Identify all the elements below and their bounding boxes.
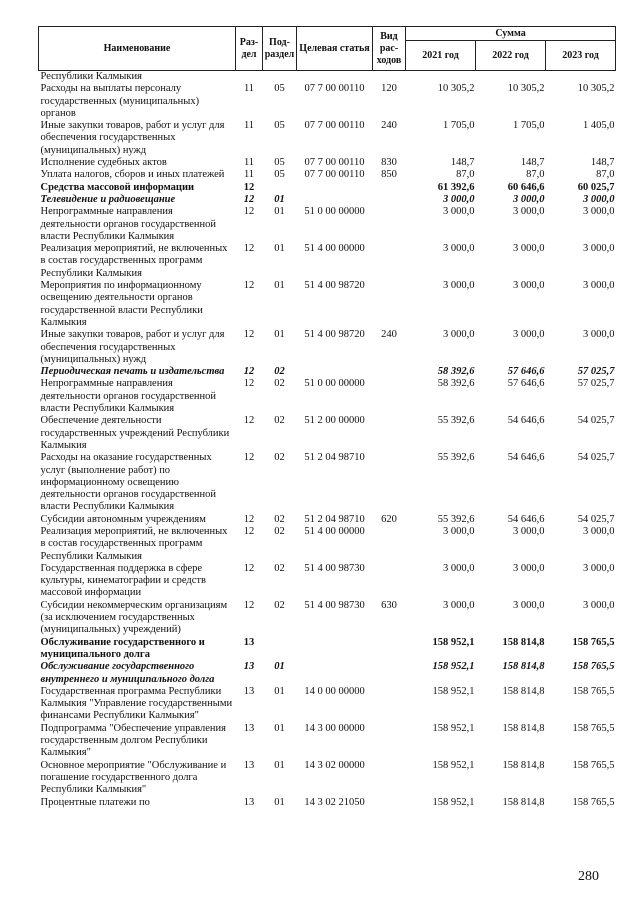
row-name: Периодическая печать и издательства	[40, 366, 225, 378]
header-expense-type: Вид рас- ходов	[373, 27, 406, 71]
row-sum-2021: 3 000,0	[443, 243, 475, 255]
row-sum-2022: 148,7	[520, 157, 545, 169]
table-row	[39, 378, 616, 415]
row-sum-2021: 87,0	[456, 169, 475, 181]
row-sum-2023: 158 765,5	[572, 661, 615, 673]
row-sum-2023: 148,7	[590, 157, 615, 169]
row-sum-2023: 57 025,7	[577, 366, 615, 378]
table-row	[39, 206, 616, 243]
row-expense-type: 240	[381, 329, 397, 341]
row-sum-2023: 1 405,0	[583, 120, 615, 132]
row-subsection: 05	[274, 120, 285, 132]
page-number: 280	[578, 869, 599, 884]
row-sum-2023: 3 000,0	[583, 243, 615, 255]
header-2021: 2021 год	[406, 41, 476, 71]
row-expense-type	[373, 366, 406, 378]
row-subsection: 05	[274, 169, 285, 181]
row-expense-type	[373, 797, 406, 809]
row-sum-2021	[406, 71, 476, 84]
header-target: Целевая статья	[297, 27, 373, 71]
row-sum-2022: 3 000,0	[513, 525, 545, 537]
row-expense-type	[373, 760, 406, 797]
row-sum-2022: 54 646,6	[507, 415, 545, 427]
row-sum-2023: 57 025,7	[577, 378, 615, 390]
row-name: Обслуживание государственного внутреннего и муниципального долга	[40, 661, 215, 685]
row-name: Иные закупки товаров, работ и услуг для обеспечения государственных (муниципальных) нужд	[40, 120, 225, 156]
row-sum-2021: 3 000,0	[443, 329, 475, 341]
row-target: 07 7 00 00110	[304, 157, 365, 169]
row-target: 51 0 00 00000	[304, 206, 365, 218]
header-section: Раз- дел	[236, 27, 263, 71]
row-subsection: 02	[274, 415, 285, 427]
header-2022: 2022 год	[476, 41, 546, 71]
row-expense-type: 850	[381, 169, 397, 181]
row-sum-2021: 58 392,6	[437, 378, 475, 390]
row-sum-2023: 3 000,0	[583, 599, 615, 611]
row-target: 14 3 02 00000	[304, 759, 365, 771]
table-row	[39, 600, 616, 637]
row-sum-2023: 3 000,0	[583, 329, 615, 341]
row-section: 12	[243, 206, 255, 218]
table-row	[39, 169, 616, 181]
row-target	[297, 366, 373, 378]
row-subsection: 01	[274, 796, 285, 808]
row-sum-2023: 3 000,0	[583, 525, 615, 537]
row-subsection: 02	[274, 452, 285, 464]
row-section: 12	[243, 513, 255, 525]
table-row	[39, 329, 616, 366]
row-sum-2023: 158 765,5	[572, 722, 615, 734]
row-target: 51 4 00 98730	[304, 599, 365, 611]
row-section: 12	[243, 599, 255, 611]
row-name: Обеспечение деятельности государственных учреждений Республики Калмыкия	[40, 415, 230, 451]
header-subsection: Под- раздел	[263, 27, 297, 71]
row-section: 12	[243, 329, 255, 341]
row-target: 51 2 04 98710	[304, 452, 365, 464]
row-section: 11	[243, 169, 255, 181]
row-expense-type	[373, 378, 406, 415]
row-section: 12	[243, 415, 255, 427]
row-expense-type	[373, 280, 406, 329]
row-sum-2022: 3 000,0	[513, 280, 545, 292]
table-row	[39, 661, 616, 686]
row-sum-2022: 1 705,0	[513, 120, 545, 132]
row-target	[297, 194, 373, 206]
row-expense-type	[373, 661, 406, 686]
row-name: Субсидии автономным учреждениям	[40, 513, 206, 525]
row-sum-2023: 158 765,5	[572, 685, 615, 697]
row-sum-2021: 10 305,2	[437, 83, 475, 95]
row-subsection: 01	[274, 193, 285, 205]
row-subsection: 05	[274, 83, 285, 95]
row-sum-2022: 3 000,0	[513, 206, 545, 218]
row-section: 13	[243, 759, 255, 771]
row-target: 14 0 00 00000	[304, 685, 365, 697]
row-sum-2022: 158 814,8	[502, 661, 545, 673]
row-sum-2022: 87,0	[526, 169, 545, 181]
row-target: 51 4 00 00000	[304, 243, 365, 255]
row-section: 13	[243, 636, 255, 648]
row-sum-2023: 158 765,5	[572, 759, 615, 771]
row-sum-2023: 60 025,7	[577, 181, 615, 193]
row-name: Процентные платежи по	[40, 796, 150, 808]
row-section: 12	[243, 280, 255, 292]
table-row	[39, 686, 616, 723]
row-sum-2021: 158 952,1	[432, 636, 475, 648]
row-expense-type	[373, 452, 406, 513]
row-expense-type	[373, 182, 406, 194]
row-sum-2021: 3 000,0	[443, 280, 475, 292]
row-subsection	[263, 637, 297, 662]
table-body	[39, 71, 616, 809]
row-sum-2023: 3 000,0	[583, 206, 615, 218]
table-row	[39, 120, 616, 157]
row-sum-2021: 55 392,6	[437, 415, 475, 427]
row-expense-type	[373, 415, 406, 452]
row-expense-type	[373, 194, 406, 206]
row-sum-2021: 158 952,1	[432, 722, 475, 734]
row-target: 07 7 00 00110	[304, 83, 365, 95]
row-sum-2022: 54 646,6	[507, 452, 545, 464]
row-name: Средства массовой информации	[40, 181, 195, 193]
row-expense-type	[373, 723, 406, 760]
row-sum-2022: 3 000,0	[513, 243, 545, 255]
row-subsection: 01	[274, 206, 285, 218]
row-subsection	[263, 71, 297, 84]
row-subsection: 01	[274, 759, 285, 771]
row-target: 51 2 00 00000	[304, 415, 365, 427]
row-sum-2021: 3 000,0	[443, 206, 475, 218]
row-name: Мероприятия по информационному освещению деятельности органов государственной власти Республики Калмыкия	[40, 280, 203, 328]
row-name: Непрограммные направления деятельности органов государственной власти Республики Калмыкия	[40, 378, 216, 415]
row-target: 14 3 02 21050	[304, 796, 365, 808]
row-sum-2021: 3 000,0	[443, 562, 475, 574]
row-sum-2021: 3 000,0	[443, 599, 475, 611]
row-target	[297, 637, 373, 662]
row-sum-2023: 87,0	[596, 169, 615, 181]
row-sum-2023: 54 025,7	[577, 415, 615, 427]
row-subsection: 05	[274, 157, 285, 169]
row-sum-2022: 158 814,8	[502, 759, 545, 771]
row-section: 12	[243, 243, 255, 255]
row-section: 12	[243, 452, 255, 464]
table-row	[39, 526, 616, 563]
row-section: 12	[243, 525, 255, 537]
budget-table	[38, 26, 616, 809]
row-section: 12	[243, 562, 255, 574]
row-sum-2022: 3 000,0	[513, 599, 545, 611]
row-expense-type: 630	[381, 599, 397, 611]
row-name: Субсидии некоммерческим организациям (за исключением государственных (муниципальных) учреждений)	[40, 599, 228, 636]
row-section: 12	[243, 193, 255, 205]
row-section: 13	[243, 661, 255, 673]
row-section: 13	[243, 796, 255, 808]
row-target: 51 4 00 00000	[304, 525, 365, 537]
row-sum-2022: 3 000,0	[513, 562, 545, 574]
row-expense-type	[373, 526, 406, 563]
table-row	[39, 415, 616, 452]
row-sum-2022: 158 814,8	[502, 636, 545, 648]
row-name: Иные закупки товаров, работ и услуг для обеспечения государственных (муниципальных) нужд	[40, 329, 225, 365]
row-subsection: 01	[274, 243, 285, 255]
row-name: Исполнение судебных актов	[40, 157, 167, 169]
row-section: 13	[243, 685, 255, 697]
row-name: Телевидение и радиовещание	[40, 193, 176, 205]
row-sum-2021: 158 952,1	[432, 796, 475, 808]
row-sum-2022: 57 646,6	[507, 378, 545, 390]
row-sum-2022	[476, 71, 546, 84]
row-sum-2021: 158 952,1	[432, 685, 475, 697]
row-subsection: 01	[274, 661, 285, 673]
row-target: 51 2 04 98710	[304, 513, 365, 525]
row-name: Расходы на выплаты персоналу государственных (муниципальных) органов	[40, 83, 200, 119]
row-sum-2023: 158 765,5	[572, 796, 615, 808]
row-section: 12	[243, 378, 255, 390]
row-subsection: 02	[274, 378, 285, 390]
row-expense-type	[373, 71, 406, 84]
row-target: 51 0 00 00000	[304, 378, 365, 390]
table-row	[39, 182, 616, 194]
row-expense-type: 120	[381, 83, 397, 95]
row-sum-2022: 158 814,8	[502, 722, 545, 734]
row-name: Уплата налогов, сборов и иных платежей	[40, 169, 225, 181]
row-target: 14 3 00 00000	[304, 722, 365, 734]
row-sum-2022: 10 305,2	[507, 83, 545, 95]
row-section: 12	[243, 181, 255, 193]
row-section	[236, 71, 263, 84]
row-expense-type	[373, 563, 406, 600]
row-sum-2021: 3 000,0	[443, 525, 475, 537]
row-sum-2023: 10 305,2	[577, 83, 615, 95]
row-name: Государственная программа Республики Калмыкия "Управление государственными финансами Республики Калмыкия"	[40, 685, 233, 722]
table-header	[39, 27, 616, 71]
row-sum-2022: 158 814,8	[502, 685, 545, 697]
table-row	[39, 637, 616, 662]
row-sum-2021: 3 000,0	[443, 193, 475, 205]
row-sum-2022: 54 646,6	[507, 513, 545, 525]
table-row	[39, 194, 616, 206]
row-sum-2022: 60 646,6	[507, 181, 545, 193]
row-sum-2021: 158 952,1	[432, 759, 475, 771]
row-target	[297, 661, 373, 686]
row-name: Обслуживание государственного и муниципального долга	[40, 636, 205, 660]
header-2023: 2023 год	[546, 41, 616, 71]
row-name: Подпрограмма "Обеспечение управления государственным долгом Республики Калмыкия"	[40, 722, 226, 759]
row-sum-2021: 58 392,6	[437, 366, 475, 378]
row-subsection: 02	[274, 599, 285, 611]
table-row	[39, 723, 616, 760]
row-section: 11	[243, 120, 255, 132]
row-name: Республики Калмыкия	[40, 71, 142, 82]
row-sum-2023: 158 765,5	[572, 636, 615, 648]
row-target: 51 4 00 98720	[304, 329, 365, 341]
header-name: Наименование	[39, 27, 236, 71]
row-sum-2023: 3 000,0	[583, 562, 615, 574]
table-row	[39, 83, 616, 120]
row-sum-2022: 3 000,0	[513, 193, 545, 205]
row-subsection: 02	[274, 513, 285, 525]
row-name: Расходы на оказание государственных услуг (выполнение работ) по информационному освещению деятельности органов государственной власти Республики Калмыкия	[40, 452, 216, 513]
row-target	[297, 182, 373, 194]
table-row	[39, 563, 616, 600]
table-row	[39, 514, 616, 526]
table-row	[39, 797, 616, 809]
row-target: 51 4 00 98720	[304, 280, 365, 292]
row-section: 13	[243, 722, 255, 734]
row-section: 12	[243, 366, 255, 378]
row-target: 07 7 00 00110	[304, 120, 365, 132]
row-target: 51 4 00 98730	[304, 562, 365, 574]
row-name: Реализация мероприятий, не включенных в состав государственных программ Республики Калмыкия	[40, 525, 228, 562]
row-name: Реализация мероприятий, не включенных в состав государственных программ Республики Калмыкия	[40, 243, 228, 279]
row-sum-2021: 55 392,6	[437, 452, 475, 464]
row-sum-2023: 54 025,7	[577, 452, 615, 464]
row-target: 07 7 00 00110	[304, 169, 365, 181]
row-sum-2022: 3 000,0	[513, 329, 545, 341]
header-sum: Сумма	[406, 27, 616, 41]
row-subsection: 01	[274, 685, 285, 697]
row-expense-type	[373, 243, 406, 280]
table-row	[39, 280, 616, 329]
row-sum-2023: 3 000,0	[583, 193, 615, 205]
row-sum-2023: 3 000,0	[583, 280, 615, 292]
row-sum-2021: 148,7	[450, 157, 475, 169]
row-expense-type	[373, 686, 406, 723]
row-sum-2023	[546, 71, 616, 84]
table-row	[39, 157, 616, 169]
row-section: 11	[243, 83, 255, 95]
row-expense-type	[373, 637, 406, 662]
row-subsection: 02	[274, 562, 285, 574]
table-row	[39, 366, 616, 378]
row-subsection: 01	[274, 722, 285, 734]
row-sum-2021: 61 392,6	[437, 181, 475, 193]
row-subsection: 01	[274, 280, 285, 292]
row-sum-2022: 158 814,8	[502, 796, 545, 808]
row-name: Непрограммные направления деятельности органов государственной власти Республики Калмыкия	[40, 206, 216, 242]
row-subsection	[263, 182, 297, 194]
row-subsection: 01	[274, 329, 285, 341]
row-sum-2021: 1 705,0	[443, 120, 475, 132]
table-row	[39, 452, 616, 513]
row-expense-type	[373, 206, 406, 243]
row-sum-2021: 158 952,1	[432, 661, 475, 673]
row-expense-type: 830	[381, 157, 397, 169]
row-expense-type: 240	[381, 120, 397, 132]
row-sum-2022: 57 646,6	[507, 366, 545, 378]
row-subsection: 02	[274, 525, 285, 537]
row-sum-2023: 54 025,7	[577, 513, 615, 525]
table-row	[39, 760, 616, 797]
row-name: Государственная поддержка в сфере культуры, кинематографии и средств массовой информации	[40, 562, 206, 599]
row-sum-2021: 55 392,6	[437, 513, 475, 525]
row-expense-type: 620	[381, 513, 397, 525]
table-row	[39, 71, 616, 84]
row-subsection: 02	[274, 366, 285, 378]
row-section: 11	[243, 157, 255, 169]
row-name: Основное мероприятие "Обслуживание и погашение государственного долга Республики Калмыкия"	[40, 759, 227, 796]
row-target	[297, 71, 373, 84]
table-row	[39, 243, 616, 280]
